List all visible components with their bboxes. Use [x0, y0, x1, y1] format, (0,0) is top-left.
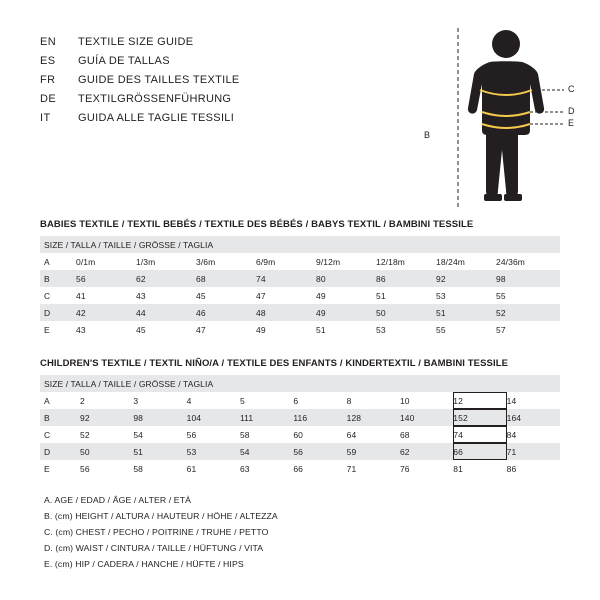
table-cell: 48 — [256, 304, 316, 321]
table-cell: 84 — [506, 429, 517, 440]
table-cell: 140 — [400, 409, 453, 426]
table-cell: 10 — [399, 395, 410, 406]
table-row — [40, 426, 560, 443]
table-cell: 52 — [496, 304, 560, 321]
header-row — [40, 112, 440, 131]
language-code-it: IT — [40, 112, 51, 124]
table-cell: 4 — [186, 395, 192, 406]
table-cell: 128 — [347, 409, 400, 426]
legend-item-c: C. (cm) CHEST / PECHO / POITRINE / TRUHE / PETTO — [44, 527, 269, 537]
table-cell: 49 — [316, 304, 376, 321]
table-cell: 47 — [256, 290, 266, 301]
table-row — [40, 270, 560, 287]
table-cell: 86 — [506, 463, 517, 474]
language-code-es: ES — [40, 55, 56, 67]
legend-item-d: D. (cm) WAIST / CINTURA / TAILLE / HÜFTUNG / VITA — [44, 543, 264, 553]
table-cell: 56 — [186, 429, 197, 440]
language-code-fr: FR — [40, 74, 56, 86]
table-cell: 104 — [187, 409, 240, 426]
table-cell: 62 — [136, 270, 196, 287]
table-cell: 56 — [80, 463, 90, 474]
figure-label-c: C — [568, 84, 575, 94]
legend-item-e: E. (cm) HIP / CADERA / HANCHE / HÜFTE / HIPS — [44, 559, 244, 569]
table-cell: 81 — [453, 463, 463, 474]
table-cell: 71 — [507, 443, 560, 460]
table-header-row — [40, 236, 560, 253]
table-cell-highlighted: 74 — [453, 426, 506, 443]
table-cell: 45 — [136, 324, 146, 335]
table-cell: 56 — [293, 443, 346, 460]
table-cell: 3 — [133, 395, 139, 406]
table-cell: 68 — [399, 429, 410, 440]
babies-section-title: BABIES TEXTILE / TEXTIL BEBÉS / TEXTILE DES BÉBÉS / BABYS TEXTIL / BAMBINI TESSILE — [40, 219, 474, 230]
table-cell: 116 — [293, 409, 346, 426]
header-row — [40, 55, 440, 74]
table-cell: 98 — [496, 270, 560, 287]
table-cell: 50 — [376, 304, 436, 321]
body-measurement-figure — [424, 22, 590, 212]
table-cell: 61 — [186, 463, 197, 474]
children-size-header-label: SIZE / TALLA / TAILLE / GRÖSSE / TAGLIA — [40, 375, 560, 392]
table-row — [40, 287, 560, 304]
children-section — [40, 358, 560, 477]
table-cell: 55 — [436, 324, 446, 335]
title-en: TEXTILE SIZE GUIDE — [78, 36, 194, 48]
header-row — [40, 93, 440, 112]
babies-section — [40, 219, 560, 338]
table-cell: 12/18m — [376, 256, 405, 267]
table-cell: 8 — [346, 395, 352, 406]
header — [40, 36, 440, 131]
table-cell: 53 — [376, 324, 386, 335]
table-cell: 9/12m — [316, 256, 341, 267]
table-cell: 62 — [400, 443, 453, 460]
language-code-de: DE — [40, 93, 57, 105]
babies-size-table — [40, 236, 560, 338]
table-cell: 56 — [76, 270, 136, 287]
row-label-b: B — [40, 409, 80, 426]
children-section-title: CHILDREN'S TEXTILE / TEXTIL NIÑO/A / TEXTILE DES ENFANTS / KINDERTEXTIL / BAMBINI TESSILE — [40, 358, 509, 369]
table-cell: 54 — [133, 429, 143, 440]
table-cell: 66 — [293, 463, 303, 474]
table-cell: 74 — [256, 270, 316, 287]
table-cell: 64 — [346, 429, 357, 440]
table-cell-highlighted: 152 — [453, 409, 506, 426]
babies-size-header-label: SIZE / TALLA / TAILLE / GRÖSSE / TAGLIA — [40, 236, 560, 253]
table-cell: 80 — [316, 270, 376, 287]
table-cell: 92 — [80, 409, 133, 426]
table-cell: 53 — [436, 290, 446, 301]
table-cell: 164 — [507, 409, 560, 426]
table-cell: 51 — [133, 443, 186, 460]
row-label-b: B — [40, 270, 76, 287]
legend-item-a: A. AGE / EDAD / ÂGE / ALTER / ETÀ — [44, 495, 192, 505]
table-row — [40, 460, 560, 477]
table-cell: 42 — [76, 304, 136, 321]
title-fr: GUIDE DES TAILLES TEXTILE — [78, 74, 240, 86]
table-cell: 68 — [196, 270, 256, 287]
table-cell: 0/1m — [76, 256, 96, 267]
table-cell: 50 — [80, 443, 133, 460]
figure-label-b: B — [424, 130, 431, 140]
table-row — [40, 409, 560, 426]
table-cell: 49 — [256, 324, 266, 335]
table-cell: 5 — [239, 395, 245, 406]
table-cell: 51 — [436, 304, 496, 321]
table-cell: 55 — [496, 290, 506, 301]
title-es: GUÍA DE TALLAS — [78, 55, 170, 67]
table-cell: 41 — [76, 290, 86, 301]
row-label-e: E — [44, 463, 50, 474]
table-cell: 14 — [506, 395, 517, 406]
language-code-en: EN — [40, 36, 57, 48]
table-cell: 58 — [239, 429, 250, 440]
table-cell: 63 — [239, 463, 250, 474]
table-cell-highlighted: 66 — [453, 443, 506, 460]
table-row — [40, 392, 560, 409]
row-label-e: E — [44, 324, 50, 335]
table-cell: 6 — [293, 395, 299, 406]
table-header-row — [40, 375, 560, 392]
table-cell: 49 — [316, 290, 326, 301]
table-cell-highlighted: 12 — [453, 392, 506, 409]
table-cell: 52 — [80, 429, 90, 440]
table-cell: 18/24m — [436, 256, 465, 267]
table-cell: 46 — [196, 304, 256, 321]
table-cell: 51 — [316, 324, 326, 335]
header-row — [40, 74, 440, 93]
row-label-d: D — [40, 443, 80, 460]
table-cell: 51 — [376, 290, 386, 301]
table-cell: 6/9m — [256, 256, 276, 267]
table-row — [40, 321, 560, 338]
table-cell: 45 — [196, 290, 206, 301]
table-cell: 59 — [347, 443, 400, 460]
table-cell: 98 — [133, 409, 186, 426]
table-cell: 43 — [76, 324, 86, 335]
table-cell: 57 — [496, 324, 506, 335]
table-cell: 111 — [240, 409, 293, 426]
table-cell: 44 — [136, 304, 196, 321]
title-de: TEXTILGRÖSSENFÜHRUNG — [78, 93, 232, 105]
row-label-d: D — [40, 304, 76, 321]
children-size-table — [40, 375, 560, 477]
table-cell: 47 — [196, 324, 206, 335]
table-cell: 92 — [436, 270, 496, 287]
table-row — [40, 443, 560, 460]
figure-label-e: E — [568, 118, 575, 128]
table-cell: 53 — [187, 443, 240, 460]
row-label-a: A — [44, 395, 50, 406]
table-cell: 58 — [133, 463, 143, 474]
row-label-c: C — [44, 429, 51, 440]
table-cell: 76 — [399, 463, 410, 474]
row-label-a: A — [44, 256, 50, 267]
table-cell: 71 — [346, 463, 357, 474]
table-cell: 43 — [136, 290, 146, 301]
legend-item-b: B. (cm) HEIGHT / ALTURA / HAUTEUR / HÖHE / ALTEZZA — [44, 511, 278, 521]
table-cell: 2 — [80, 395, 85, 406]
title-it: GUIDA ALLE TAGLIE TESSILI — [78, 112, 235, 124]
row-label-c: C — [44, 290, 51, 301]
table-cell: 3/6m — [196, 256, 216, 267]
table-cell: 24/36m — [496, 256, 525, 267]
table-cell: 1/3m — [136, 256, 156, 267]
table-row — [40, 253, 560, 270]
figure-label-d: D — [568, 106, 575, 116]
table-cell: 54 — [240, 443, 293, 460]
measurement-legend — [44, 492, 444, 572]
table-row — [40, 304, 560, 321]
table-cell: 86 — [376, 270, 436, 287]
header-row — [40, 36, 440, 55]
table-cell: 60 — [293, 429, 303, 440]
